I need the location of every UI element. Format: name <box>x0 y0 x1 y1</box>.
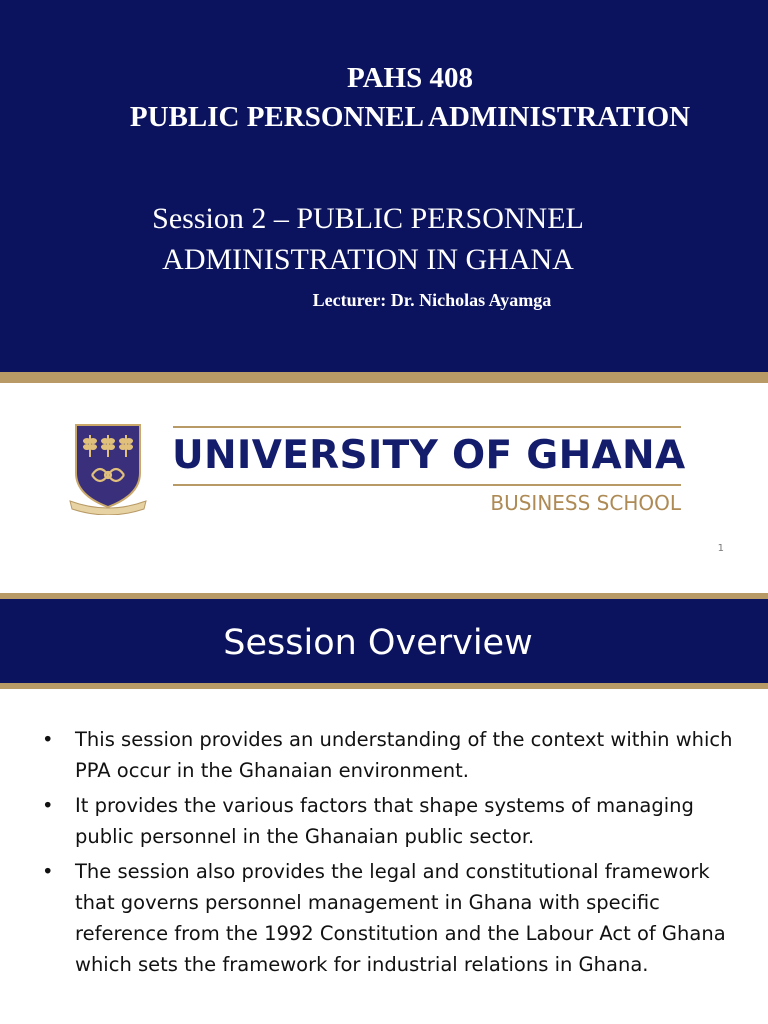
logo-top-rule <box>173 426 681 428</box>
university-name: UNIVERSITY OF GHANA <box>172 433 686 478</box>
session-title-line-2: ADMINISTRATION IN GHANA <box>162 243 574 276</box>
bullet-text: This session provides an understanding of the context within which PPA occur in the Ghanaian environment. <box>75 728 733 782</box>
list-item <box>42 856 742 980</box>
title-slide-header <box>0 0 768 372</box>
school-name: BUSINESS SCHOOL <box>490 491 681 515</box>
gold-divider <box>0 372 768 383</box>
bullet-icon: • <box>42 794 54 817</box>
bullet-icon: • <box>42 860 54 883</box>
logo-bottom-rule <box>173 484 681 486</box>
course-code: PAHS 408 <box>347 62 473 94</box>
slide-page-number: 1 <box>717 543 724 554</box>
university-crest-icon <box>68 423 148 515</box>
bullet-icon: • <box>42 728 54 751</box>
overview-bullet-list <box>42 724 742 984</box>
bullet-text: It provides the various factors that shape systems of managing public personnel in the Ghanaian public sector. <box>75 794 694 848</box>
overview-slide-header <box>0 599 768 683</box>
session-title-line-1: Session 2 – PUBLIC PERSONNEL <box>152 202 584 235</box>
course-name: PUBLIC PERSONNEL ADMINISTRATION <box>129 101 691 133</box>
list-item <box>42 790 742 852</box>
gold-divider <box>0 683 768 689</box>
lecturer-name: Lecturer: Dr. Nicholas Ayamga <box>312 290 552 310</box>
list-item <box>42 724 742 786</box>
slide-title: Session Overview <box>223 623 533 663</box>
university-logo-area <box>0 383 768 593</box>
bullet-text: The session also provides the legal and constitutional framework that governs personnel management in Ghana with specific reference from the 1992 Constitution and the Labour Act of Ghana which sets the framework for industrial relations in Ghana. <box>75 860 726 976</box>
